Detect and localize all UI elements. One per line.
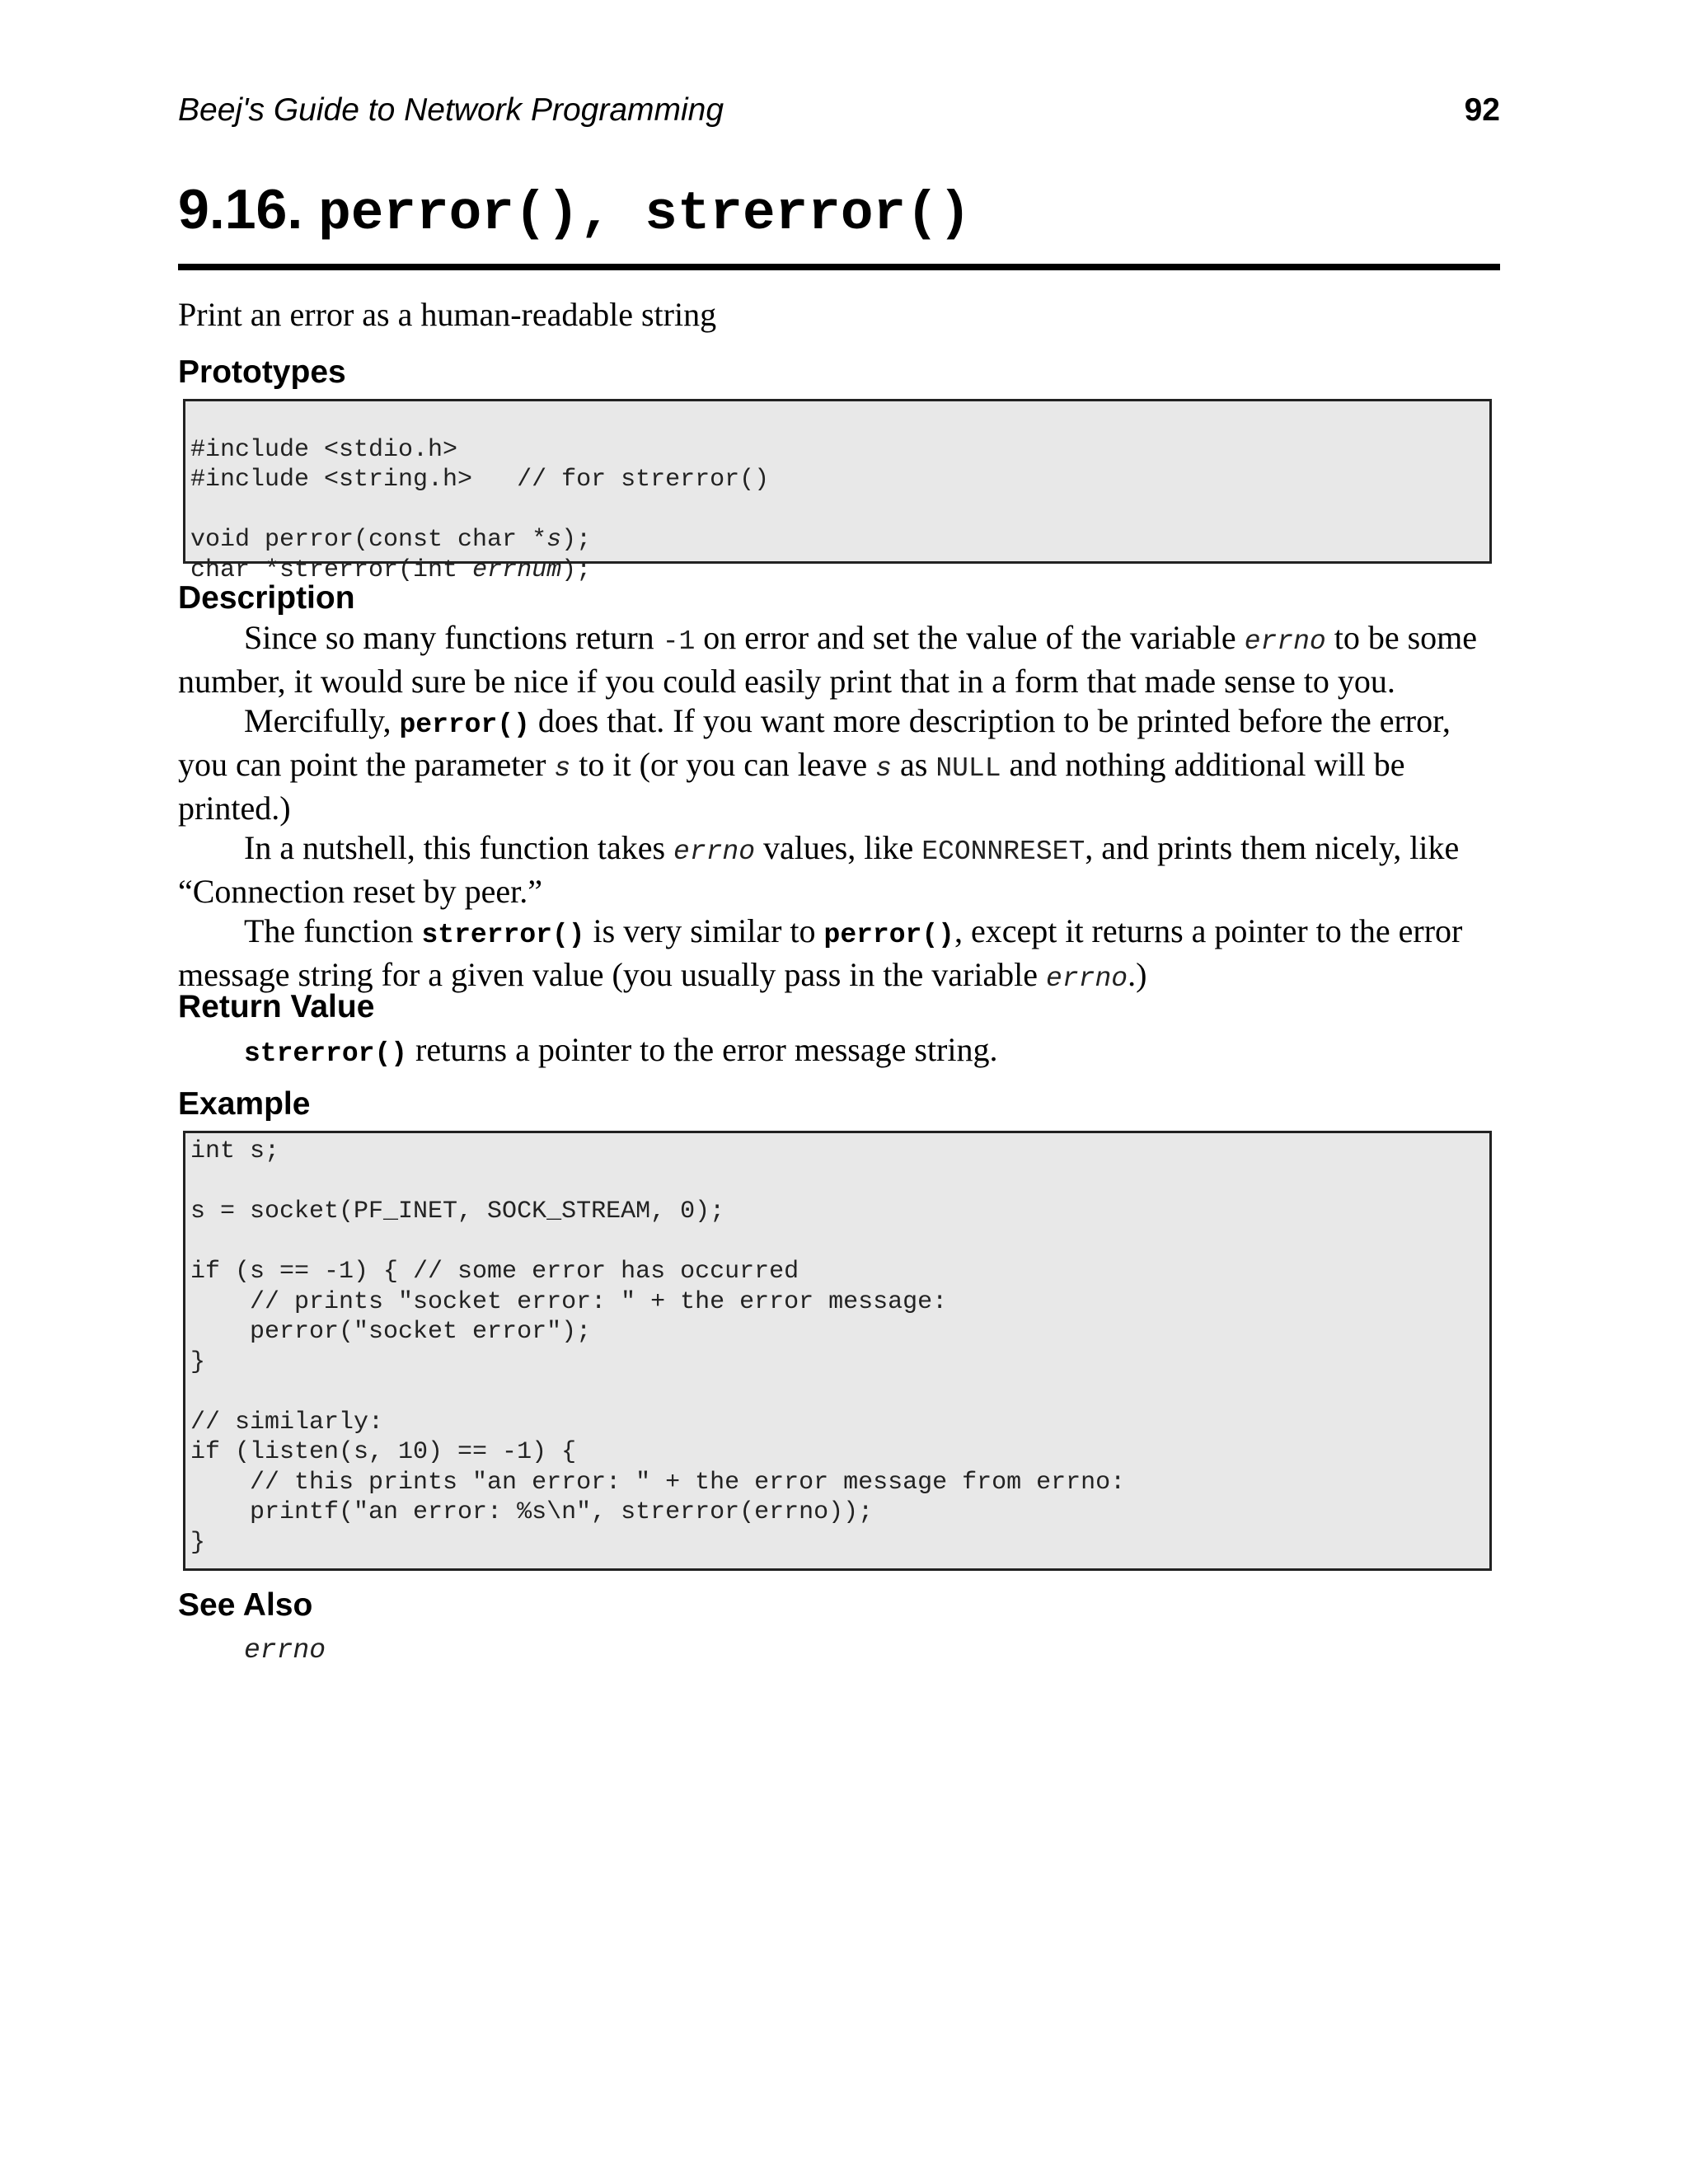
prototypes-code-block — [183, 399, 1492, 584]
code-line: // similarly: — [190, 1408, 384, 1436]
description-paragraph — [178, 912, 1500, 999]
inline-code-bold: strerror() — [421, 920, 585, 950]
code-fragment: char *strerror(int — [190, 555, 473, 584]
inline-code-bold: perror() — [823, 920, 954, 950]
example-heading: Example — [178, 1086, 311, 1122]
text: on error and set the value of the variable — [695, 619, 1245, 656]
inline-code: NULL — [935, 753, 1001, 784]
code-line: perror("socket error"); — [190, 1318, 592, 1346]
section-title — [178, 176, 1500, 247]
code-line: #include <string.h> // for strerror() — [190, 466, 770, 494]
text: The function — [244, 912, 422, 949]
code-line: printf("an error: %s\n", strerror(errno)); — [190, 1498, 874, 1526]
code-line: // this prints "an error: " + the error message from errno: — [190, 1468, 1126, 1497]
code-line: int s; — [190, 1137, 280, 1165]
text: In a nutshell, this function takes — [244, 829, 674, 866]
return-value-text — [244, 1030, 998, 1074]
code-line: } — [190, 1528, 206, 1557]
text: is very similar to — [584, 912, 824, 949]
code-fragment: ); — [561, 526, 592, 554]
inline-code-italic: errno — [673, 837, 756, 867]
code-line — [190, 1227, 1489, 1258]
text: does that. If you want more description to be printed before the error, you can point the parameter — [178, 702, 1451, 783]
code-line: } — [190, 1347, 206, 1376]
see-also-link-errno[interactable]: errno — [244, 1635, 326, 1666]
code-line-blank — [190, 495, 1489, 526]
param-name: errnum — [472, 555, 562, 584]
code-fragment: ); — [561, 555, 592, 584]
code-line — [190, 1167, 1489, 1197]
section-summary: Print an error as a human-readable string — [178, 296, 717, 333]
section-code-title: perror(), strerror() — [318, 183, 972, 245]
running-title: Beej's Guide to Network Programming — [178, 92, 724, 128]
code-line — [190, 1377, 1489, 1408]
code-line: s = socket(PF_INET, SOCK_STREAM, 0); — [190, 1197, 725, 1226]
return-value-heading: Return Value — [178, 989, 375, 1024]
text: , except it returns a pointer to the error message string for a given value (you usually pass in the variable — [178, 912, 1463, 993]
code-line: if (s == -1) { // some error has occurred — [190, 1258, 799, 1286]
description-paragraph — [178, 701, 1500, 828]
inline-code: -1 — [662, 626, 696, 657]
text: as — [891, 746, 936, 783]
page-number: 92 — [1464, 92, 1500, 128]
running-header — [178, 92, 1500, 135]
text: and nothing additional will be printed.) — [178, 746, 1405, 827]
section-number: 9.16. — [178, 178, 303, 241]
text: , and prints them nicely, like “Connection reset by peer.” — [178, 829, 1460, 910]
description-paragraph — [178, 618, 1500, 701]
code-line — [190, 555, 1489, 586]
code-line: // prints "socket error: " + the error message: — [190, 1287, 948, 1316]
inline-code-bold: perror() — [399, 710, 530, 740]
description-heading: Description — [178, 580, 355, 616]
inline-code-bold: strerror() — [244, 1038, 408, 1069]
inline-code-italic: s — [554, 753, 571, 784]
code-fragment: void perror(const char * — [190, 526, 547, 554]
inline-code: ECONNRESET — [921, 837, 1085, 867]
text: to it (or you can leave — [570, 746, 876, 783]
text: values, like — [755, 829, 922, 866]
text: returns a pointer to the error message string. — [407, 1031, 998, 1068]
prototypes-heading: Prototypes — [178, 354, 346, 390]
text: Mercifully, — [244, 702, 400, 739]
text: .) — [1128, 956, 1147, 993]
code-line: #include <stdio.h> — [190, 435, 458, 464]
see-also-heading: See Also — [178, 1587, 313, 1623]
text: to be some number, it would sure be nice if you could easily print that in a form that made sense to you. — [178, 619, 1478, 700]
description-body — [178, 618, 1500, 999]
code-line: if (listen(s, 10) == -1) { — [190, 1438, 577, 1466]
title-rule — [178, 264, 1500, 270]
param-name: s — [546, 526, 562, 554]
inline-code-italic: errno — [1046, 963, 1128, 994]
inline-code-italic: s — [875, 753, 892, 784]
description-paragraph — [178, 828, 1500, 912]
text: Since so many functions return — [244, 619, 663, 656]
see-also-list — [244, 1627, 326, 1671]
code-line — [190, 525, 1489, 555]
inline-code-italic: errno — [1244, 626, 1326, 657]
example-code-block — [183, 1131, 1492, 1571]
